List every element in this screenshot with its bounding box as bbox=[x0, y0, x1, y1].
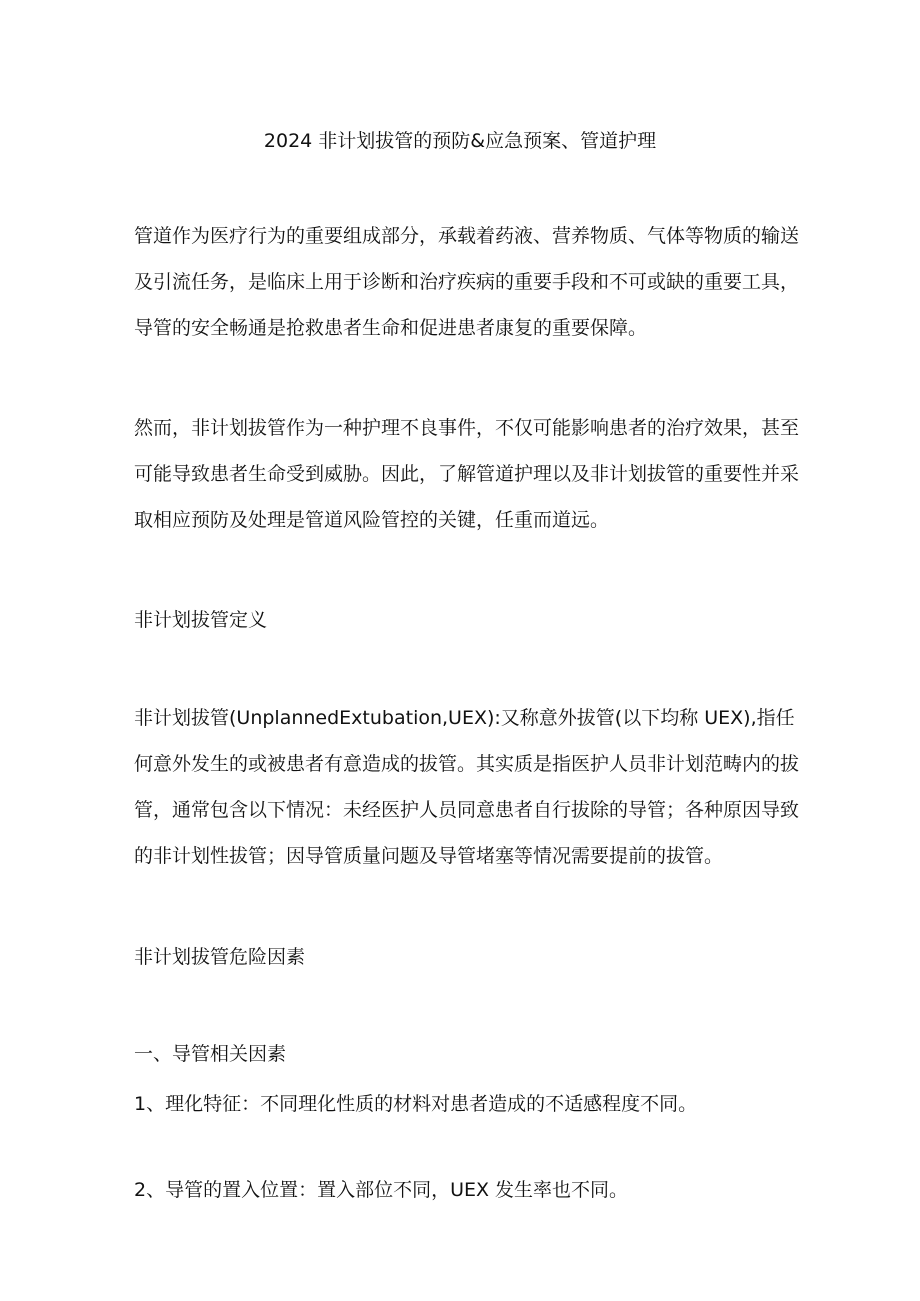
intro-paragraph bbox=[134, 213, 800, 351]
paragraph-line: 管道作为医疗行为的重要组成部分，承载着药液、营养物质、气体等物质的输送 bbox=[134, 225, 800, 247]
document-title: 2024 非计划拔管的预防&应急预案、管道护理 bbox=[263, 130, 657, 152]
definition-paragraph bbox=[134, 695, 800, 879]
list-item: 1、理化特征：不同理化性质的材料对患者造成的不适感程度不同。 bbox=[134, 1093, 698, 1115]
paragraph-line: 何意外发生的或被患者有意造成的拔管。其实质是指医护人员非计划范畴内的拔 bbox=[134, 753, 800, 775]
paragraph-line: 的非计划性拔管；因导管质量问题及导管堵塞等情况需要提前的拔管。 bbox=[134, 845, 724, 867]
paragraph-line: 管，通常包含以下情况：未经医护人员同意患者自行拔除的导管；各种原因导致 bbox=[134, 799, 800, 821]
paragraph-line: 然而，非计划拔管作为一种护理不良事件，不仅可能影响患者的治疗效果，甚至 bbox=[134, 417, 800, 439]
paragraph-line: 导管的安全畅通是抢救患者生命和促进患者康复的重要保障。 bbox=[134, 317, 648, 339]
sub-heading: 一、导管相关因素 bbox=[134, 1043, 287, 1065]
list-item: 2、导管的置入位置：置入部位不同，UEX 发生率也不同。 bbox=[134, 1179, 629, 1201]
paragraph-line: 可能导致患者生命受到威胁。因此，了解管道护理以及非计划拔管的重要性并采 bbox=[134, 463, 800, 485]
paragraph-line: 取相应预防及处理是管道风险管控的关键，任重而道远。 bbox=[134, 509, 610, 531]
paragraph-line: 及引流任务，是临床上用于诊断和治疗疾病的重要手段和不可或缺的重要工具， bbox=[134, 271, 800, 293]
section-heading-definition: 非计划拔管定义 bbox=[134, 609, 268, 631]
section-heading-risk: 非计划拔管危险因素 bbox=[134, 946, 306, 968]
context-paragraph bbox=[134, 405, 800, 543]
paragraph-line: 非计划拔管(UnplannedExtubation,UEX):又称意外拔管(以下均称 UEX),指任 bbox=[134, 707, 795, 729]
